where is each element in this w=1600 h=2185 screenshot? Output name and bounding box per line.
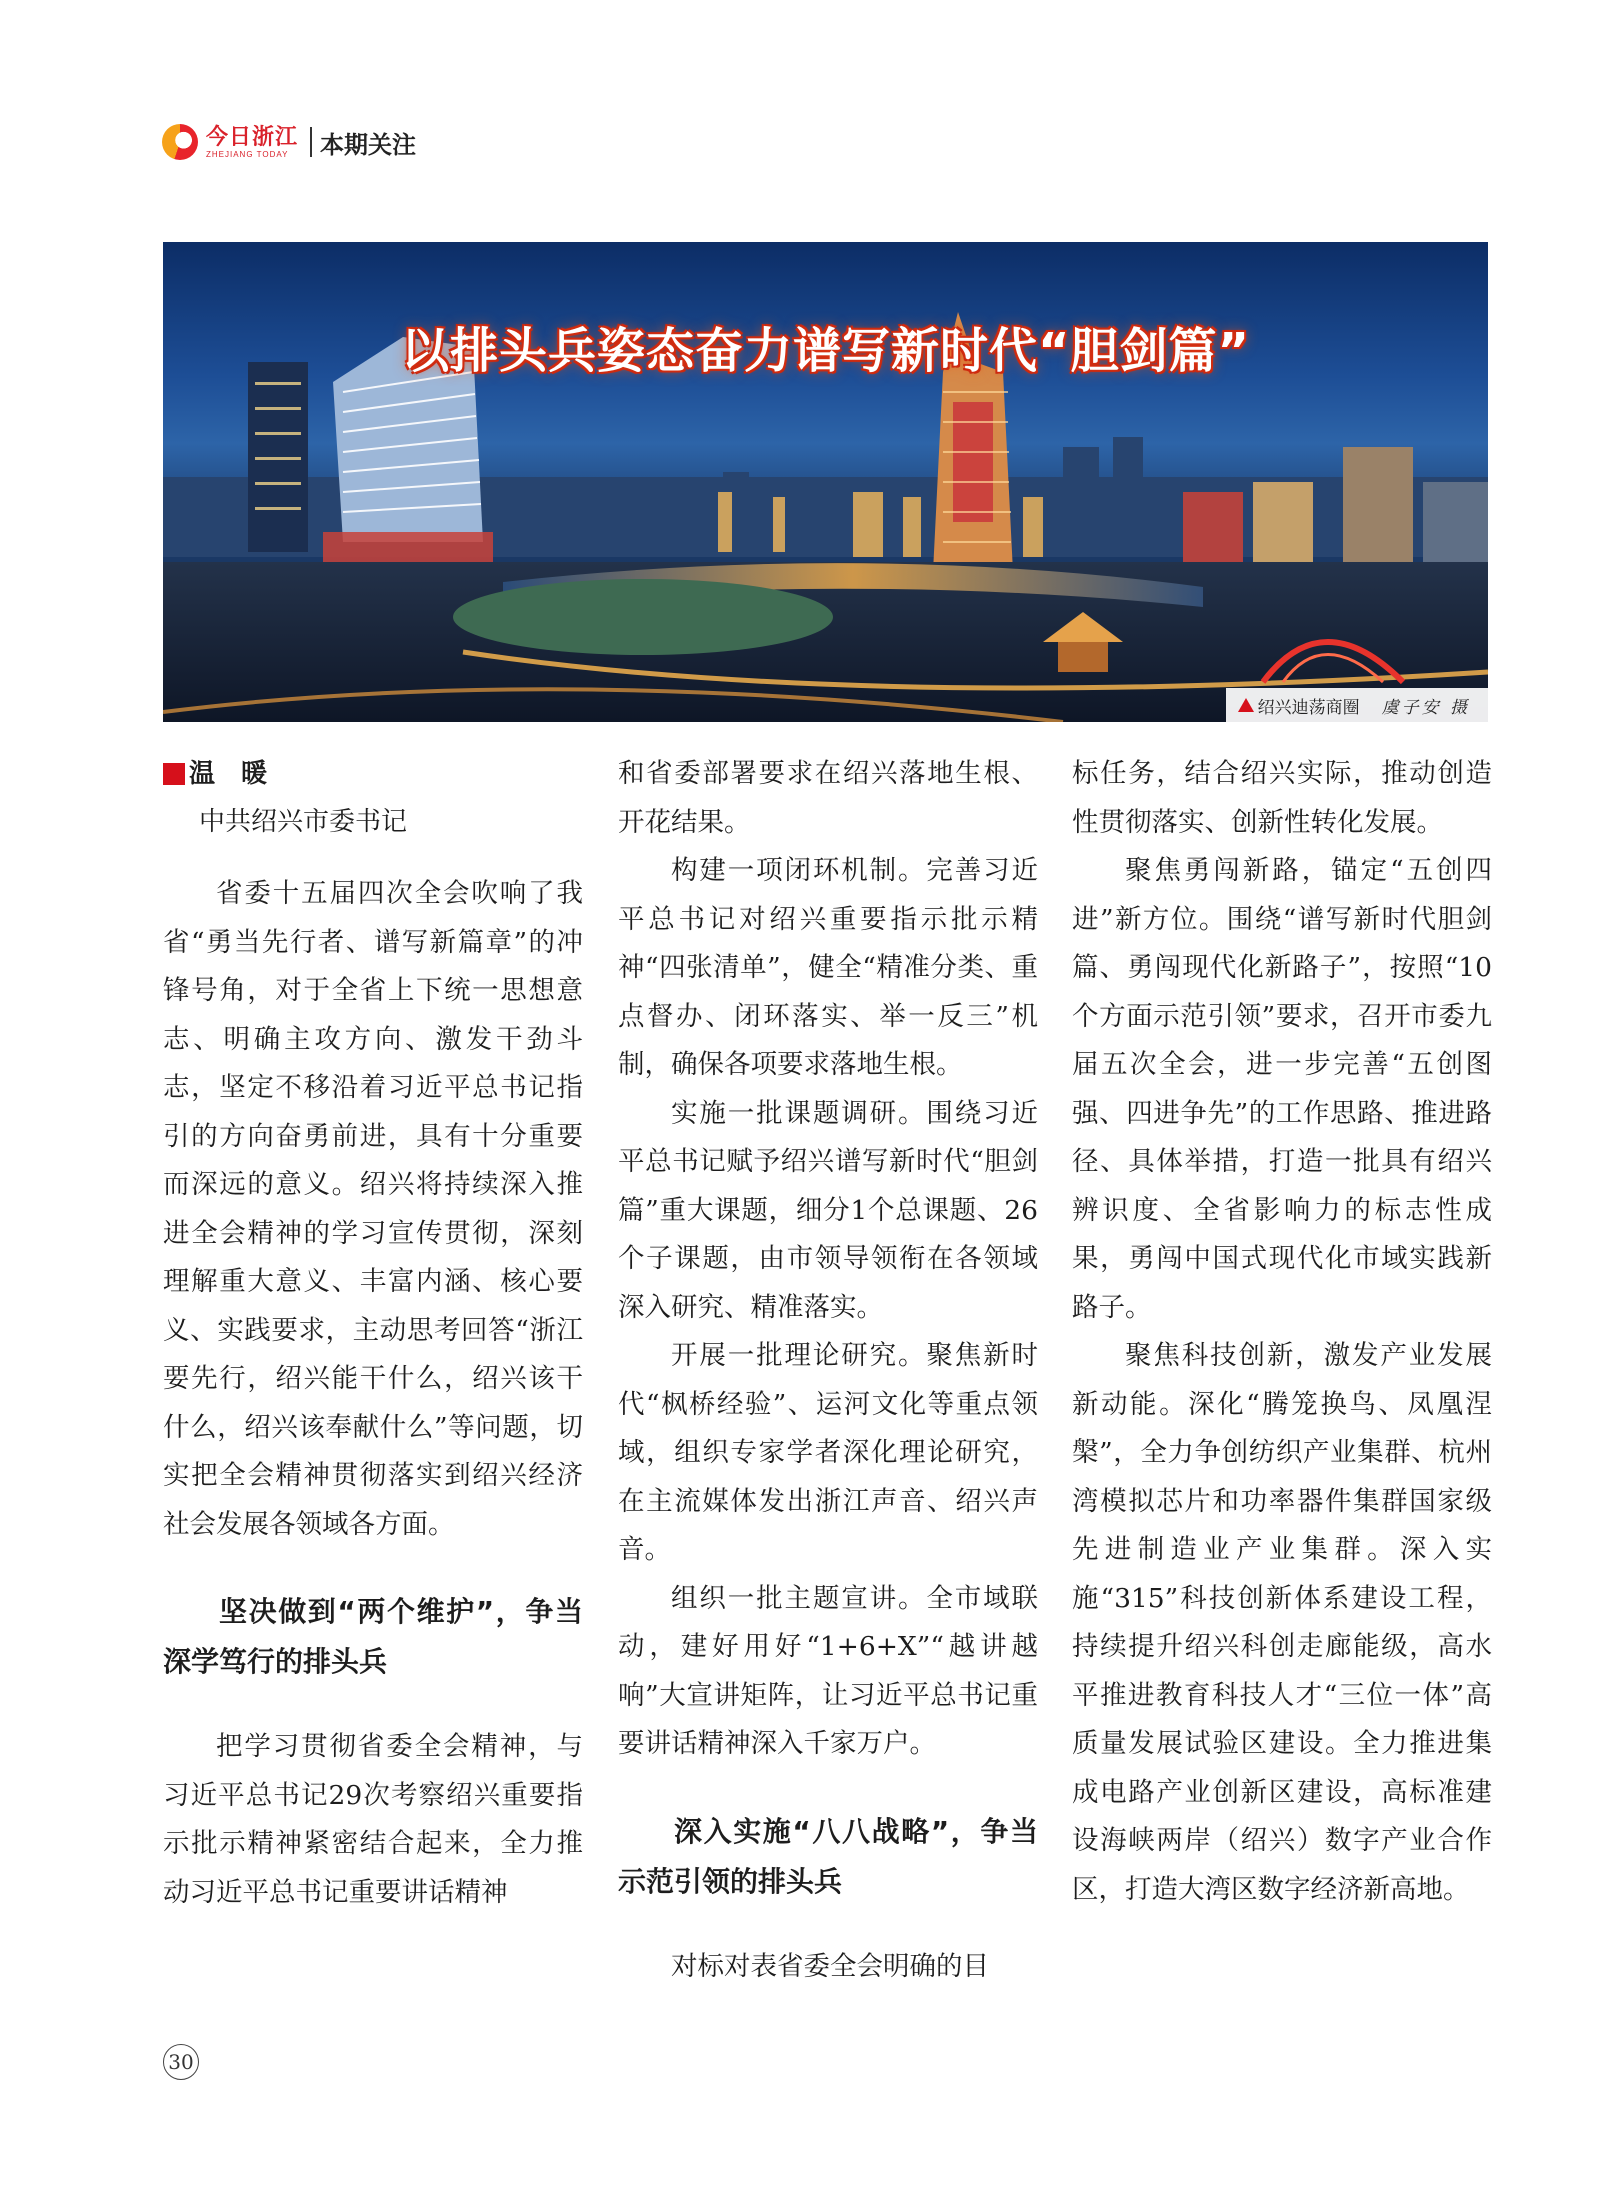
article-column-1 <box>163 750 583 1917</box>
red-square-icon <box>163 763 185 785</box>
caption-location: 绍兴迪荡商圈 <box>1257 697 1360 718</box>
paragraph: 和省委部署要求在绍兴落地生根、开花结果。 <box>618 758 1038 838</box>
masthead <box>162 118 416 166</box>
paragraph: 开展一批理论研究。聚焦新时代“枫桥经验”、运河文化等重点领域，组织专家学者深化理论研究，在主流媒体发出浙江声音、绍兴声音。 <box>618 1340 1038 1565</box>
article-column-2 <box>618 750 1038 1991</box>
section-label: 本期关注 <box>320 130 417 159</box>
logo-english: ZHEJIANG TODAY <box>206 149 289 159</box>
hero-title: 以排头兵姿态奋力谱写新时代“胆剑篇” <box>400 323 1251 379</box>
paragraph: 构建一项闭环机制。完善习近平总书记对绍兴重要指示批示精神“四张清单”，健全“精准分类、重点督办、闭环落实、举一反三”机制，确保各项要求落地生根。 <box>618 855 1038 1080</box>
paragraph: 把学习贯彻省委全会精神，与习近平总书记29次考察绍兴重要指示批示精神紧密结合起来，全力推动习近平总书记重要讲话精神 <box>163 1731 583 1908</box>
header-divider <box>310 127 312 157</box>
author-title: 中共绍兴市委书记 <box>199 807 408 837</box>
logo-chinese: 今日浙江 <box>206 123 299 150</box>
photo-caption <box>1226 688 1488 722</box>
paragraph: 对标对表省委全会明确的目 <box>671 1950 989 1982</box>
triangle-marker-icon <box>1238 698 1254 712</box>
author-name: 温 暖 <box>189 759 268 789</box>
page-number: 30 <box>163 2044 199 2080</box>
hero-photo <box>163 242 1488 722</box>
caption-credit: 虞子安 摄 <box>1381 697 1470 718</box>
subheading: 深入实施“八八战略”，争当示范引领的排头兵 <box>618 1814 1038 1898</box>
paragraph: 聚焦科技创新，激发产业发展新动能。深化“腾笼换鸟、凤凰涅槃”，全力争创纺织产业集群、杭州湾模拟芯片和功率器件集群国家级先进制造业产业集群。深入实施“315”科技创新体系建设工程，持续提升绍兴科创走廊能级，高水平推进教育科技人才“三位一体”高质量发展试验区建设。全力推进集成电路产业创新区建设，高标准建设海峡两岸（绍兴）数字产业合作区，打造大湾区数字经济新高地。 <box>1072 1340 1492 1905</box>
author-line <box>163 750 583 798</box>
subheading: 坚决做到“两个维护”，争当深学笃行的排头兵 <box>163 1595 583 1678</box>
paragraph: 实施一批课题调研。围绕习近平总书记赋予绍兴谱写新时代“胆剑篇”重大课题，细分1个总课题、26个子课题，由市领导领衔在各领域深入研究、精准落实。 <box>618 1097 1038 1323</box>
zhejiang-today-logo-icon <box>162 124 198 160</box>
paragraph: 标任务，结合绍兴实际，推动创造性贯彻落实、创新性转化发展。 <box>1072 758 1492 838</box>
paragraph: 省委十五届四次全会吹响了我省“勇当先行者、谱写新篇章”的冲锋号角，对于全省上下统一思想意志、明确主攻方向、激发干劲斗志，坚定不移沿着习近平总书记指引的方向奋勇前进，具有十分重要而深远的意义。绍兴将持续深入推进全会精神的学习宣传贯彻，深刻理解重大意义、丰富内涵、核心要义、实践要求，主动思考回答“浙江要先行，绍兴能干什么，绍兴该干什么，绍兴该奉献什么”等问题，切实把全会精神贯彻落实到绍兴经济社会发展各领域各方面。 <box>163 878 583 1540</box>
paragraph: 组织一批主题宣讲。全市域联动，建好用好“1+6+X”“越讲越响”大宣讲矩阵，让习近平总书记重要讲话精神深入千家万户。 <box>618 1582 1038 1759</box>
logo-text <box>206 123 299 159</box>
paragraph: 聚焦勇闯新路，锚定“五创四进”新方位。围绕“谱写新时代胆剑篇、勇闯现代化新路子”，按照“10个方面示范引领”要求，召开市委九届五次全会，进一步完善“五创图强、四进争先”的工作思路、推进路径、具体举措，打造一批具有绍兴辨识度、全省影响力的标志性成果，勇闯中国式现代化市域实践新路子。 <box>1072 855 1492 1323</box>
article-column-3 <box>1072 750 1492 1914</box>
